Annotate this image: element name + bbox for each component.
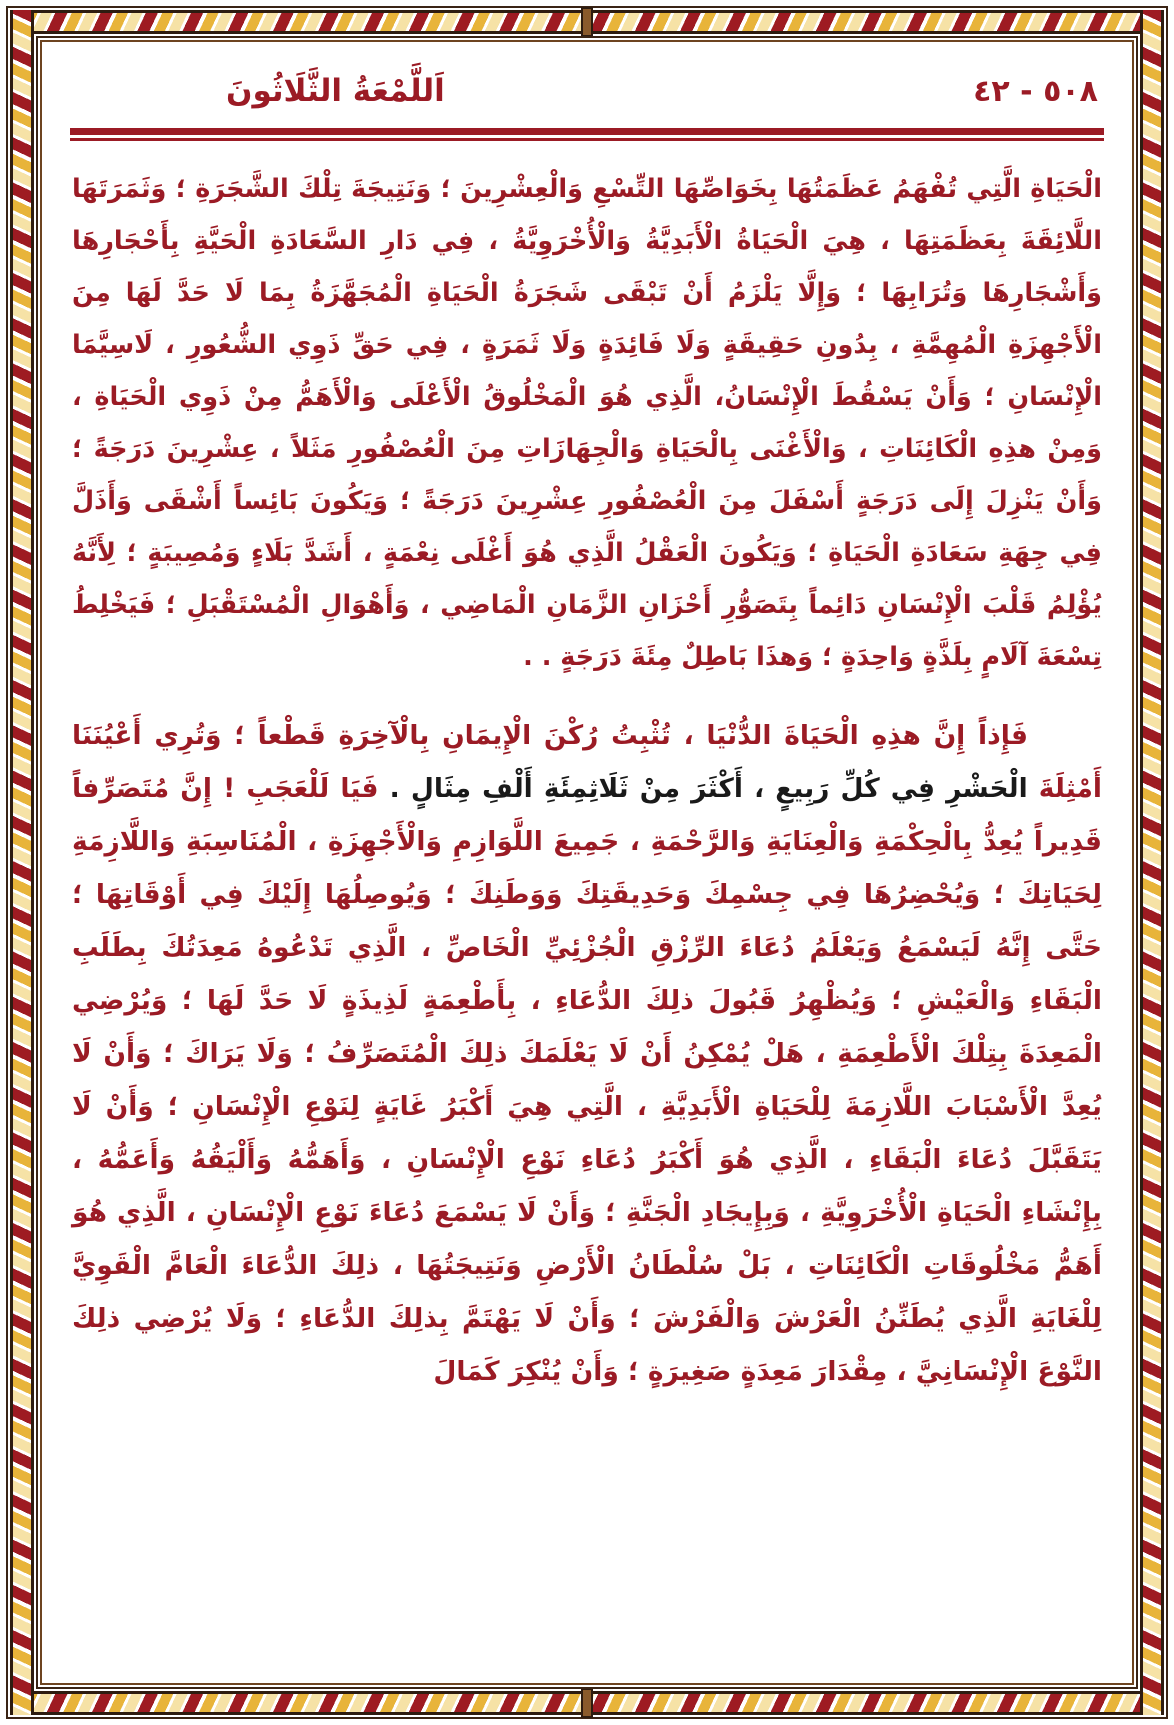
paragraph-two-segment-red-2: فَيَا لَلْعَجَبِ ! إِنَّ مُتَصَرِّفاً قَدِيراً يُعِدُّ بِالْحِكْمَةِ وَالْعِنَايَةِ وَالرَّحْمَةِ ، جَمِيعَ اللَّوَازِمِ وَالْأَجْهِزَةِ ، الْمُنَاسِبَةِ وَاللَّازِمَةِ لِحَيَاتِكَ ؛ وَيُحْضِرُهَا فِي جِسْمِكَ وَحَدِيقَتِكَ وَوَطَنِكَ ؛ وَيُوصِلُهَا إِلَيْكَ فِي أَوْقَاتِهَا ؛ حَتَّى إِنَّهُ لَيَسْمَعُ وَيَعْلَمُ دُعَاءَ الرِّزْقِ الْجُزْئِيِّ الْخَاصِّ ، الَّذِي تَدْعُوهُ مَعِدَتُكَ بِطَلَبِ الْبَقَاءِ وَالْعَيْشِ ؛ وَيُظْهِرُ قَبُولَ ذلِكَ الدُّعَاءِ ، بِأَطْعِمَةٍ لَذِيذَةٍ لَا حَدَّ لَهَا ؛ وَيُرْضِي الْمَعِدَةَ بِتِلْكَ الْأَطْعِمَةِ ، هَلْ يُمْكِنُ أَنْ لَا يَعْلَمَكَ ذلِكَ الْمُتَصَرِّفُ ؛ وَلَا يَرَاكَ ؛ وَأَنْ لَا يُعِدَّ الْأَسْبَابَ اللَّازِمَةَ لِلْحَيَاةِ الْأَبَدِيَّةِ ، الَّتِي هِيَ أَكْبَرُ غَايَةٍ لِنَوْعِ الْإِنْسَانِ ؛ وَأَنْ لَا يَتَقَبَّلَ دُعَاءَ الْبَقَاءِ ، الَّذِي هُوَ أَكْبَرُ دُعَاءِ نَوْعِ الْإِنْسَانِ ، وَأَهَمُّهُ وَأَلْيَقُهُ وَأَعَمُّهُ ، بِإِنْشَاءِ الْحَيَاةِ الْأُخْرَوِيَّةِ ، وَبِإِيجَادِ الْجَنَّةِ ؛ وَأَنْ لَا يَسْمَعَ دُعَاءَ نَوْعِ الْإِنْسَانِ ، الَّذِي هُوَ أَهَمُّ مَخْلُوقَاتِ الْكَائِنَاتِ ، بَلْ سُلْطَانُ الْأَرْضِ وَنَتِيجَتُهَا ، ذلِكَ الدُّعَاءَ الْعَامَّ الْقَوِيَّ لِلْغَايَةِ الَّذِي يُطَنِّنُ الْعَرْشَ وَالْفَرْشَ ؛ وَأَنْ لَا يَهْتَمَّ بِذلِكَ الدُّعَاءِ ؛ وَلَا يُرْضِي ذلِكَ النَّوْعَ الْإِنْسَانِيَّ ، مِقْدَارَ مَعِدَةٍ صَغِيرَةٍ ؛ وَأَنْ يُنْكِرَ كَمَالَ [72,773,1102,1387]
paragraph-two-segment-red-1: فَإِذاً إِنَّ هذِهِ الْحَيَاةَ الدُّنْيَا ، تُثْبِتُ رُكْنَ الْإِيمَانِ بِالْآخِرَةِ قَطْعاً ؛ وَتُرِي أَعْيُنَنَا أَمْثِلَةَ [72,720,1102,804]
border-braid-right [1140,10,1164,1715]
border-ornament-bottom [581,1688,593,1718]
border-braid-left [10,10,34,1715]
page-header [62,60,1112,122]
page-number: ٥٠٨ - ٤٢ [973,73,1098,109]
paragraph-two-segment-black: الْحَشْرِ فِي كُلِّ رَبِيعٍ ، أَكْثَرَ مِنْ ثَلَاثِمِئَةِ أَلْفِ مِثَالٍ . [378,773,1028,804]
chapter-title: اَللَّمْعَةُ الثَّلَاثُونَ [226,73,445,109]
header-divider-rule [70,128,1104,141]
border-ornament-top [581,7,593,37]
paragraph-two [72,709,1102,1398]
paragraph-one: الْحَيَاةِ الَّتِي تُفْهَمُ عَظَمَتُهَا بِخَوَاصِّهَا التِّسْعِ وَالْعِشْرِينَ ؛ وَنَتِيجَةَ تِلْكَ الشَّجَرَةِ ؛ وَثَمَرَتَهَا اللَّائِقَةَ بِعَظَمَتِهَا ، هِيَ الْحَيَاةُ الْأَبَدِيَّةُ وَالْأُخْرَوِيَّةُ ، فِي دَارِ السَّعَادَةِ الْحَيَّةِ بِأَحْجَارِهَا وَأَشْجَارِهَا وَتُرَابِهَا ؛ وَإِلَّا يَلْزَمُ أَنْ تَبْقَى شَجَرَةُ الْحَيَاةِ الْمُجَهَّزَةُ بِمَا لَا حَدَّ لَهَا مِنَ الْأَجْهِزَةِ الْمُهِمَّةِ ، بِدُونِ حَقِيقَةٍ وَلَا فَائِدَةٍ وَلَا ثَمَرَةٍ ، فِي حَقِّ ذَوِي الشُّعُورِ ، لَاسِيَّمَا الْإِنْسَانِ ؛ وَأَنْ يَسْقُطَ الْإِنْسَانُ، الَّذِي هُوَ الْمَخْلُوقُ الْأَعْلَى وَالْأَهَمُّ مِنْ ذَوِي الْحَيَاةِ ، وَمِنْ هذِهِ الْكَائِنَاتِ ، وَالْأَغْنَى بِالْحَيَاةِ وَالْجِهَازَاتِ مِنَ الْعُصْفُورِ مَثَلاً ، عِشْرِينَ دَرَجَةً ؛ وَأَنْ يَنْزِلَ إِلَى دَرَجَةٍ أَسْفَلَ مِنَ الْعُصْفُورِ عِشْرِينَ دَرَجَةً ؛ وَيَكُونَ بَائِساً أَشْقَى وَأَذَلَّ فِي جِهَةِ سَعَادَةِ الْحَيَاةِ ؛ وَيَكُونَ الْعَقْلُ الَّذِي هُوَ أَغْلَى نِعْمَةٍ ، أَشَدَّ بَلَاءٍ وَمُصِيبَةٍ ؛ لِأَنَّهُ يُؤْلِمُ قَلْبَ الْإِنْسَانِ دَائِماً بِتَصَوُّرِ أَحْزَانِ الزَّمَانِ الْمَاضِي ، وَأَهْوَالِ الْمُسْتَقْبَلِ ؛ فَيَخْلِطُ تِسْعَةَ آلَامٍ بِلَذَّةٍ وَاحِدَةٍ ؛ وَهذَا بَاطِلٌ مِئَةَ دَرَجَةٍ . . [72,174,1102,672]
body-text-block [62,141,1112,1398]
page-content [62,60,1112,1665]
